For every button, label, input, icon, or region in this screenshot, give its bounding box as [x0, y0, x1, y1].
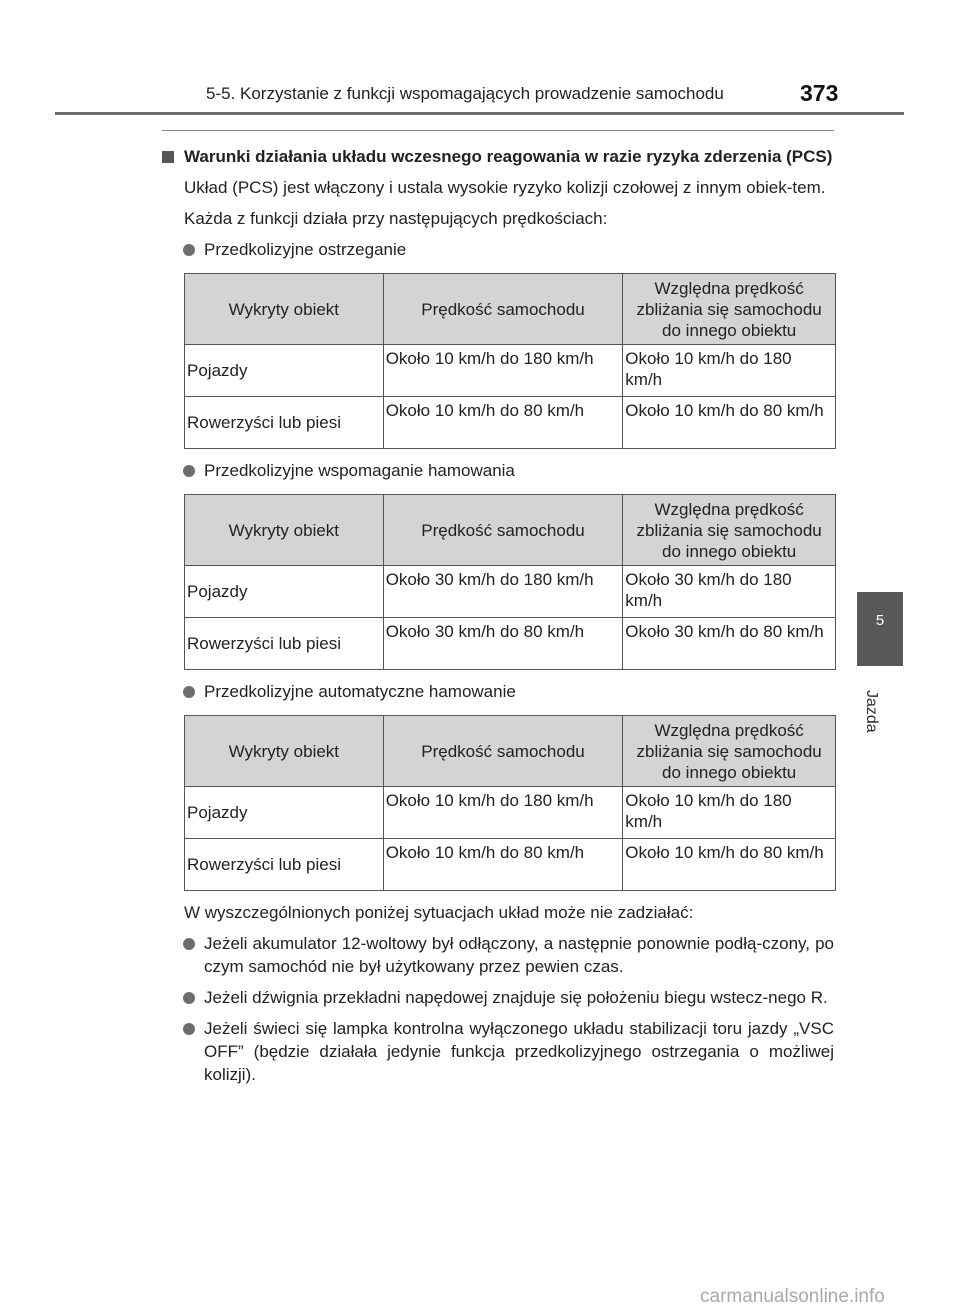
table-cell: Około 10 km/h do 80 km/h: [623, 397, 836, 449]
table-cell: Około 10 km/h do 80 km/h: [383, 397, 623, 449]
speed-table-2: [184, 494, 836, 670]
condition-text: Jeżeli akumulator 12-woltowy był odłączony, a następnie ponownie podłą-czony, po czym samochód nie był użytkowany przez pewien czas.: [204, 934, 834, 976]
watermark: carmanualsonline.info: [700, 1286, 885, 1307]
table-cell: Pojazdy: [185, 787, 384, 839]
condition-text: Jeżeli świeci się lampka kontrolna wyłączonego układu stabilizacji toru jazdy „VSC OFF” (będzie działała jedynie funkcja przedkolizyjnego ostrzegania o możliwej kolizji).: [204, 1019, 834, 1084]
chapter-tab-number: 5: [875, 612, 885, 629]
header-cell: Względna prędkość zbliżania się samochodu do innego obiektu: [623, 716, 836, 787]
table-header-row: [185, 495, 836, 566]
table-cell: Pojazdy: [185, 566, 384, 618]
table-cell: Pojazdy: [185, 345, 384, 397]
table-title-text: Przedkolizyjne automatyczne hamowanie: [204, 682, 516, 701]
condition-text: Jeżeli dźwignia przekładni napędowej znajduje się położeniu biegu wstecz-nego R.: [204, 988, 828, 1007]
chapter-tab: [857, 592, 903, 666]
header-cell: Wykryty obiekt: [185, 274, 384, 345]
header-cell: Prędkość samochodu: [383, 274, 623, 345]
square-bullet-icon: [162, 151, 174, 163]
table-cell: Około 30 km/h do 180 km/h: [383, 566, 623, 618]
table-header-row: [185, 274, 836, 345]
table-row: [185, 566, 836, 618]
bullet-dot-icon: [183, 244, 195, 256]
condition-item: [162, 932, 834, 978]
table-row: [185, 618, 836, 670]
table-cell: Około 10 km/h do 180 km/h: [383, 787, 623, 839]
section-content: [162, 145, 834, 1086]
table-title-2: [162, 459, 834, 482]
section-heading: [162, 145, 834, 168]
header-cell: Wykryty obiekt: [185, 495, 384, 566]
table-row: [185, 345, 836, 397]
bullet-dot-icon: [183, 1023, 195, 1035]
table-cell: Rowerzyści lub piesi: [185, 839, 384, 891]
section-heading-text: Warunki działania układu wczesnego reagowania w razie ryzyka zderzenia (PCS): [184, 147, 833, 166]
intro-paragraph: Układ (PCS) jest włączony i ustala wysokie ryzyko kolizji czołowej z innym obiek-tem.: [184, 178, 826, 197]
table-header-row: [185, 716, 836, 787]
header-cell: Prędkość samochodu: [383, 495, 623, 566]
header-divider: [55, 112, 904, 115]
table-cell: Około 10 km/h do 180 km/h: [623, 345, 836, 397]
condition-item: [162, 1017, 834, 1086]
header-cell: Względna prędkość zbliżania się samochodu do innego obiektu: [623, 274, 836, 345]
table-title-text: Przedkolizyjne wspomaganie hamowania: [204, 461, 515, 480]
table-cell: Około 10 km/h do 80 km/h: [383, 839, 623, 891]
condition-item: [162, 986, 834, 1009]
table-cell: Około 30 km/h do 180 km/h: [623, 566, 836, 618]
table-row: [185, 787, 836, 839]
table-cell: Około 30 km/h do 80 km/h: [623, 618, 836, 670]
speeds-paragraph: Każda z funkcji działa przy następujących prędkościach:: [184, 209, 608, 228]
page-header-title: 5-5. Korzystanie z funkcji wspomagających prowadzenie samochodu: [206, 84, 724, 103]
bullet-dot-icon: [183, 465, 195, 477]
table-cell: Rowerzyści lub piesi: [185, 618, 384, 670]
bullet-dot-icon: [183, 938, 195, 950]
table-row: [185, 839, 836, 891]
header-cell: Względna prędkość zbliżania się samochodu do innego obiektu: [623, 495, 836, 566]
table-row: [185, 397, 836, 449]
table-title-3: [162, 680, 834, 703]
page-number: 373: [800, 80, 839, 106]
table-cell: Rowerzyści lub piesi: [185, 397, 384, 449]
section-divider: [162, 130, 834, 131]
table-cell: Około 30 km/h do 80 km/h: [383, 618, 623, 670]
header-cell: Wykryty obiekt: [185, 716, 384, 787]
speed-table-3: [184, 715, 836, 891]
table-title-text: Przedkolizyjne ostrzeganie: [204, 240, 407, 259]
header-cell: Prędkość samochodu: [383, 716, 623, 787]
chapter-tab-label: Jazda: [863, 690, 880, 733]
speed-table-1: [184, 273, 836, 449]
bullet-dot-icon: [183, 686, 195, 698]
table-cell: Około 10 km/h do 180 km/h: [383, 345, 623, 397]
table-title-1: [162, 238, 834, 261]
bullet-dot-icon: [183, 992, 195, 1004]
table-cell: Około 10 km/h do 180 km/h: [623, 787, 836, 839]
conditions-intro: W wyszczególnionych poniżej sytuacjach układ może nie zadziałać:: [184, 903, 694, 922]
table-cell: Około 10 km/h do 80 km/h: [623, 839, 836, 891]
